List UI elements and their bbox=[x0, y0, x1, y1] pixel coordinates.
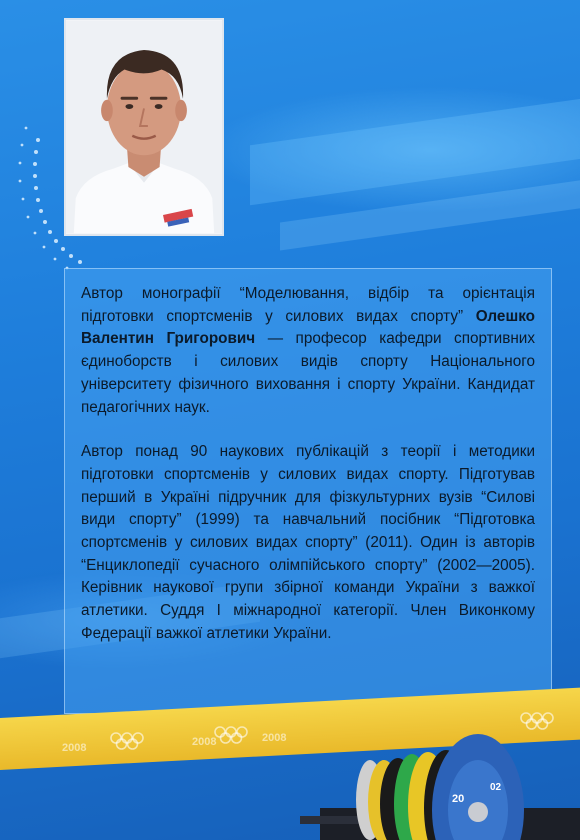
ribbon-year-label: 2008 bbox=[262, 732, 287, 744]
ribbon-year-label: 2008 bbox=[62, 742, 87, 754]
bio-paragraph-1-rest: — професор кафедри спортивних єдиноборств і силових видів спорту Національного університету фізичного виховання і спорту України. Кандидат педагогічних наук. bbox=[81, 330, 535, 416]
olympic-rings-icon bbox=[214, 726, 248, 744]
author-photo bbox=[64, 18, 224, 236]
author-portrait-illustration bbox=[66, 20, 222, 234]
plate-label: 02 bbox=[490, 782, 502, 793]
plate-label: 20 bbox=[452, 793, 465, 805]
bio-paragraph-1 bbox=[81, 283, 535, 419]
bio-paragraph-2: Автор понад 90 наукових публікацій з теорії і методики підготовки спортсменів у силових видах спорту. Підготував перший в Україні підручник для фізкультурних вузів “Силові види спорту” (1999) та навчальний посібник “Підготовка спортсменів у силових видах спорту” (2011). Один із авторів “Енциклопедії сучасного олімпійського спорту” (2002—2005). Керівник наукової групи збірної команди України з важкої атлетики. Суддя І міжнародної категорії. Член Виконкому Федерації важкої атлетики України. bbox=[81, 443, 535, 642]
ribbon-year-label: 2008 bbox=[192, 736, 217, 748]
olympic-rings-icon bbox=[110, 732, 144, 750]
weight-plates-illustration bbox=[300, 720, 580, 840]
bio-paragraph-1-intro: Автор монографії “Моделювання, відбір та орієнтація підготовки спортсменів у силових видах спорту” bbox=[81, 285, 535, 325]
author-name: Олешко Валентин Григорович bbox=[81, 307, 535, 348]
author-bio-panel bbox=[64, 268, 552, 714]
